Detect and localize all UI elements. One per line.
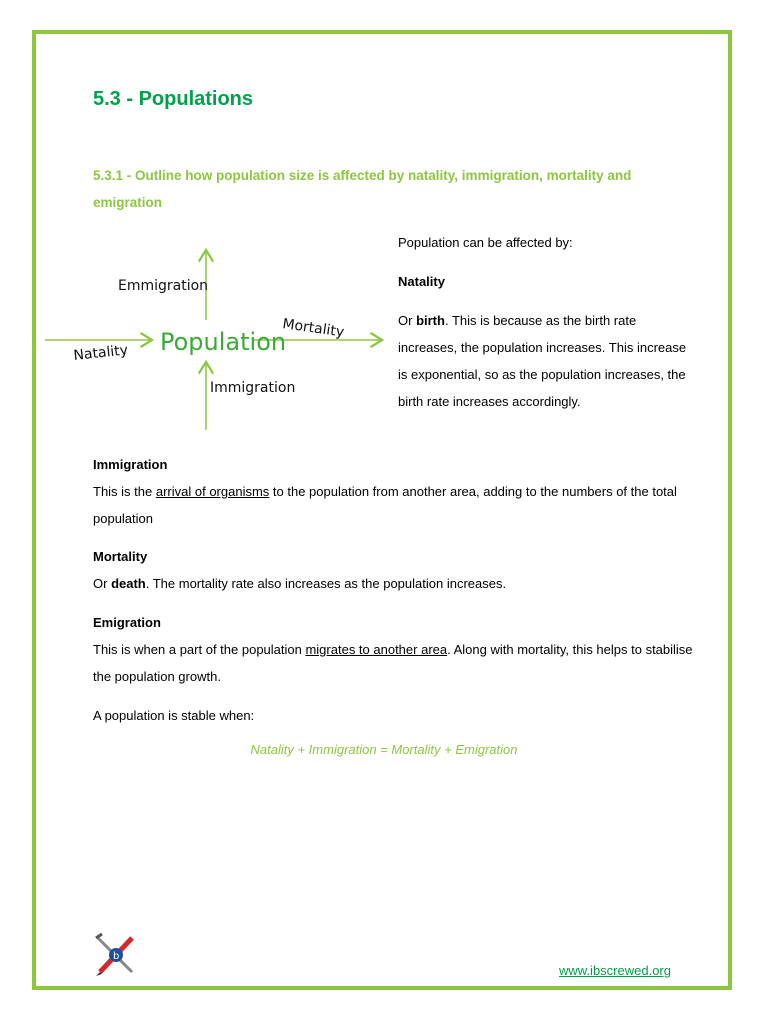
immigration-lead: This is the: [93, 484, 156, 499]
mortality-bold: death: [111, 576, 146, 591]
emigration-underlined: migrates to another area: [305, 642, 448, 657]
immigration-paragraph: [93, 478, 693, 532]
mortality-paragraph: [93, 570, 693, 597]
stable-intro: A population is stable when:: [93, 708, 255, 723]
mortality-heading: Mortality: [93, 549, 148, 564]
natality-column: [398, 229, 698, 415]
natality-paragraph: [398, 307, 698, 415]
emigration-heading: Emigration: [93, 615, 161, 630]
immigration-heading: Immigration: [93, 457, 168, 472]
stability-formula: Natality + Immigration = Mortality + Emigration: [250, 742, 518, 757]
natality-rest: . This is because as the birth rate increases, the population increases. This increase is exponential, so as the population increases, the birth rate increases accordingly.: [398, 313, 687, 409]
website-link[interactable]: www.ibscrewed.org: [559, 963, 671, 978]
diagram-center-label: Population: [160, 328, 287, 356]
natality-heading: Natality: [398, 274, 445, 289]
population-diagram: [40, 240, 390, 440]
immigration-rest: to the population from another area, adding to the numbers of the total population: [93, 484, 677, 526]
section-subtitle: 5.3.1 - Outline how population size is affected by natality, immigration, mortality and emigration: [93, 168, 632, 210]
immigration-section: [93, 451, 693, 532]
intro-text: Population can be affected by:: [398, 235, 573, 250]
mortality-rest: . The mortality rate also increases as the population increases.: [145, 576, 507, 591]
emigration-paragraph: [93, 636, 693, 690]
emigration-section: [93, 609, 693, 690]
mortality-section: [93, 543, 693, 597]
screw-pencil-ib-logo-icon: [92, 932, 138, 978]
emigration-lead: This is when a part of the population: [93, 642, 306, 657]
emigration-rest: . Along with mortality, this helps to stabilise the population growth.: [93, 642, 693, 684]
stable-section: [93, 702, 693, 729]
diagram-right-label: Mortality: [281, 316, 346, 341]
immigration-underlined: arrival of organisms: [155, 484, 270, 499]
natality-bold: birth: [416, 313, 445, 328]
natality-lead: Or: [398, 313, 417, 328]
svg-text:b: b: [113, 951, 120, 962]
diagram-bottom-label: Immigration: [210, 380, 296, 396]
diagram-top-label: Emmigration: [118, 278, 209, 294]
diagram-left-label: Natality: [72, 342, 129, 364]
page-title: 5.3 - Populations: [93, 88, 254, 110]
mortality-lead: Or: [93, 576, 112, 591]
